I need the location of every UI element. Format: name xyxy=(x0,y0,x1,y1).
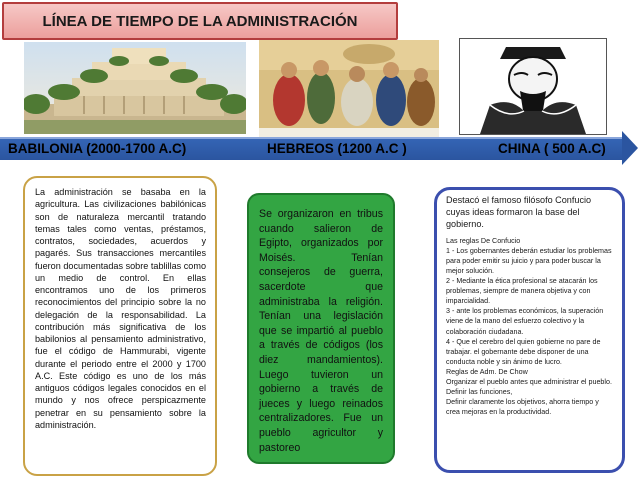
hebreos-description: Se organizaron en tribus cuando salieron de Egipto, organizados por Moisés. Tenían consejeros de guerra, sacerdote que administraba la religión. Tenían una legislación que se impartió al pueblo a través de códigos (los diez mandamientos). Luego tuvieron un gobierno a través de jueces y luego reinados centralizadores. Fue un pueblo agricultor y pastoreo xyxy=(247,193,395,464)
timeline-arrow xyxy=(622,131,638,165)
china-rule-line: 2 - Mediante la ética profesional se atacarán los problemas, siempre de manera objetiva y con imparcialidad. xyxy=(446,277,598,306)
china-rule-line: 4 - Que el cerebro del quien gobierne no pare de trabajar. el gobernante debe disponer de una conducta noble y sin ánimo de lucro. xyxy=(446,337,601,366)
china-rule-line: 1 - Los gobernantes deberán estudiar los problemas para poder emitir su juicio y para poder buscar la mejor solución. xyxy=(446,246,612,275)
era-china: CHINA ( 500 A.C) xyxy=(498,141,606,156)
china-rules xyxy=(446,236,614,418)
babilonia-description: La administración se basaba en la agricultura. Las civilizaciones babilónicas son de naturaleza mercantil tratando temas tales como ventas, préstamos, contratos, sociedades, acuerdos y pagarés. Sus transacciones mercantiles fueron documentadas sobre tablillas como un medio de control. En ellas encontramos uno de los primeros reconocimientos del principio sobre la no delegación de la responsabilidad. La contribución más significativa de los babilonios al pensamiento administrativo, fue el código de Hammurabi, vigente durante el periodo entre el 2000 y 1700 A.C. Este código es uno de los más antiguos códigos legales conocidos en el mundo y nos ofrece perspicazmente penetrar en su pensamiento sobre la administración. xyxy=(23,176,217,476)
era-babilonia: BABILONIA (2000-1700 A.C) xyxy=(8,141,187,156)
china-intro: Destacó el famoso filósofo Confucio cuyas ideas formaron la base del gobierno. xyxy=(446,195,592,229)
hebrews-painting-image xyxy=(259,40,439,137)
china-description xyxy=(434,187,625,473)
era-hebreos: HEBREOS (1200 A.C ) xyxy=(267,141,407,156)
china-rule-line: Reglas de Adm. De Chow xyxy=(446,367,528,376)
china-rule-line: Organizar el pueblo antes que administrar el pueblo. Definir las funciones, xyxy=(446,378,612,397)
babylon-gardens-image xyxy=(24,42,246,134)
confucius-portrait-image xyxy=(459,38,607,135)
page-title: LÍNEA DE TIEMPO DE LA ADMINISTRACIÓN xyxy=(2,2,398,40)
china-rule-line: Definir claramente los objetivos, ahorra tiempo y crea mejoras en la productividad. xyxy=(446,398,599,417)
china-rule-line: 3 - ante los problemas económicos, la superación viene de la mano del esfuerzo colectivo y la colaboración ciudadana. xyxy=(446,307,604,336)
china-rule-line: Las reglas De Confucio xyxy=(446,236,521,245)
